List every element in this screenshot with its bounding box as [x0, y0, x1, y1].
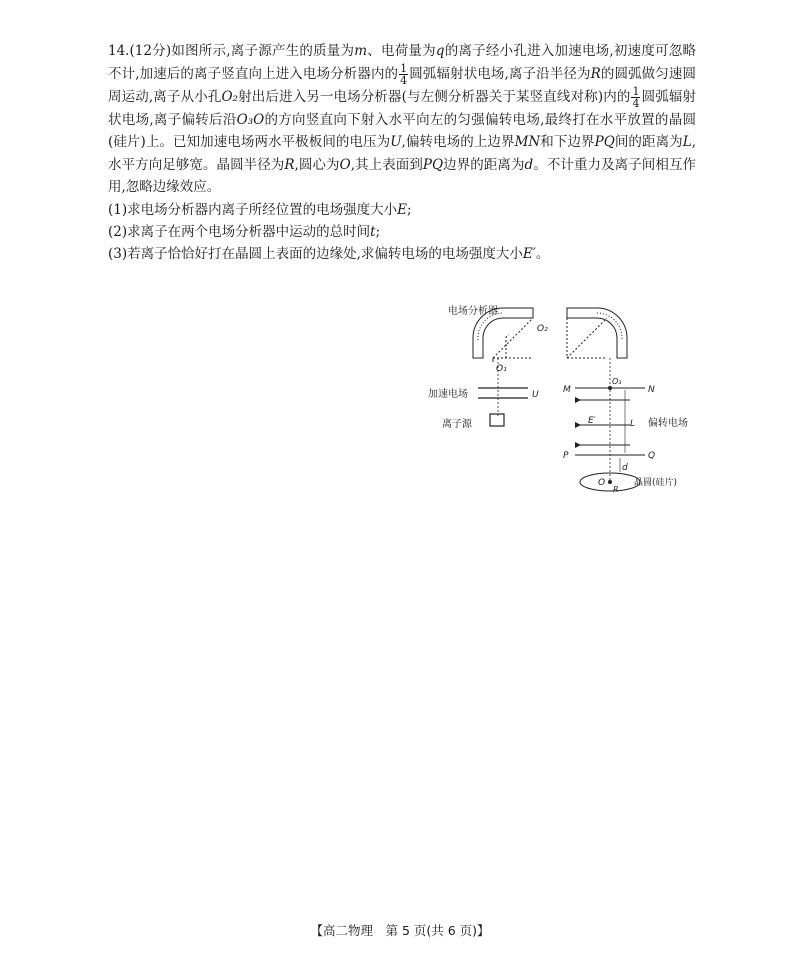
var-d: d: [524, 156, 534, 173]
stem-text: 间的距离为: [614, 134, 683, 150]
sub-question-text: (1)求电场分析器内离子所经位置的电场强度大小: [108, 201, 398, 218]
stem-text: 射出后进入另一电场分析器(与左侧分析器关于某竖直线对称)内的: [237, 88, 631, 105]
var-MN: MN: [514, 134, 541, 150]
punct: ;: [406, 201, 412, 218]
question-score: (12分): [129, 43, 172, 59]
stem-text: 的方向竖直向下射入水平向左的匀强偏转电场,最终打在水平放置的晶圆(硅片)上。已知加速电场两水平极板间的电压为: [108, 111, 697, 150]
var-O3O: O₃O: [236, 111, 265, 128]
stem-text: ,水平方向足够宽。晶圆半径为: [108, 134, 697, 173]
label-O: O: [598, 478, 606, 488]
var-PQ: PQ: [422, 156, 444, 173]
frac-numerator: 1: [632, 84, 640, 98]
problem-stem: [108, 40, 696, 199]
label-R: R: [613, 485, 619, 494]
question-number: 14.: [108, 43, 130, 59]
stem-text: 圆弧辐射状电场,离子沿半径为: [409, 65, 591, 82]
label-O2: O₂: [537, 324, 548, 334]
stem-text: ,圆心为: [294, 156, 340, 173]
label-deflect: 偏转电场: [648, 418, 688, 429]
stem-text: 。不计重力及离子间相互作用,忽略边缘效应。: [108, 156, 697, 195]
var-t: t: [370, 223, 376, 240]
punct: 。: [535, 245, 550, 262]
page-footer: 【高二物理 第 5 页(共 6 页)】: [310, 923, 490, 938]
label-Q: Q: [648, 451, 656, 461]
var-O: O: [339, 156, 351, 173]
var-PQ: PQ: [594, 134, 615, 150]
stem-text: 的离子经小孔进入加速电场,初速度可忽略不计,加速后的离子竖直向上进入电场分析器内的: [108, 43, 696, 82]
label-M: M: [563, 385, 571, 395]
label-analyzer: 电场分析器: [448, 306, 498, 317]
stem-text: 如图所示,离子源产生的质量为: [171, 43, 355, 59]
label-N: N: [648, 385, 655, 395]
var-L: L: [682, 134, 692, 150]
frac-denominator: 4: [400, 73, 408, 87]
stem-text: 和下边界: [540, 134, 595, 150]
physics-figure: [420, 300, 710, 500]
var-m: m: [354, 43, 368, 59]
label-L: L: [630, 419, 636, 429]
sub-question-text: (3)若离子恰恰好打在晶圆上表面的边缘处,求偏转电场的电场强度大小: [108, 245, 523, 262]
stem-text: ,偏转电场的上边界: [401, 134, 515, 150]
var-O2: O₂: [221, 88, 238, 105]
var-E-prime: E′: [522, 245, 536, 262]
punct: ;: [375, 223, 381, 240]
problem-14: [108, 40, 696, 265]
frac-denominator: 4: [632, 96, 640, 110]
stem-text: 、电荷量为: [367, 43, 436, 59]
label-d: d: [622, 463, 628, 473]
sub-question-3: [108, 243, 696, 265]
var-E: E: [397, 201, 407, 218]
sub-question-1: [108, 199, 696, 221]
stem-text: ,其上表面到: [350, 156, 423, 173]
stem-text: 边界的距离为: [443, 156, 525, 173]
label-source: 离子源: [442, 419, 472, 430]
var-U: U: [390, 134, 402, 150]
frac-numerator: 1: [400, 61, 408, 75]
stem-text: 的圆弧做匀速圆周运动,离子从小孔: [108, 65, 697, 105]
fraction-quarter: [399, 63, 408, 86]
sub-question-text: (2)求离子在两个电场分析器中运动的总时间: [108, 223, 371, 240]
stem-text: 圆弧辐射状电场,离子偏转后沿: [108, 88, 696, 128]
var-R: R: [590, 65, 601, 82]
right-analyzer: [567, 308, 627, 358]
label-U: U: [532, 390, 539, 400]
label-O1: O₁: [496, 364, 507, 374]
var-q: q: [435, 43, 445, 59]
label-E-prime: E′: [588, 416, 596, 426]
var-R: R: [284, 156, 295, 173]
label-P: P: [563, 451, 569, 461]
label-O3: O₃: [612, 377, 622, 386]
label-wafer: 晶圆(硅片): [634, 478, 678, 488]
label-accel: 加速电场: [428, 389, 468, 400]
sub-question-2: [108, 221, 696, 243]
fraction-quarter: [631, 86, 640, 109]
